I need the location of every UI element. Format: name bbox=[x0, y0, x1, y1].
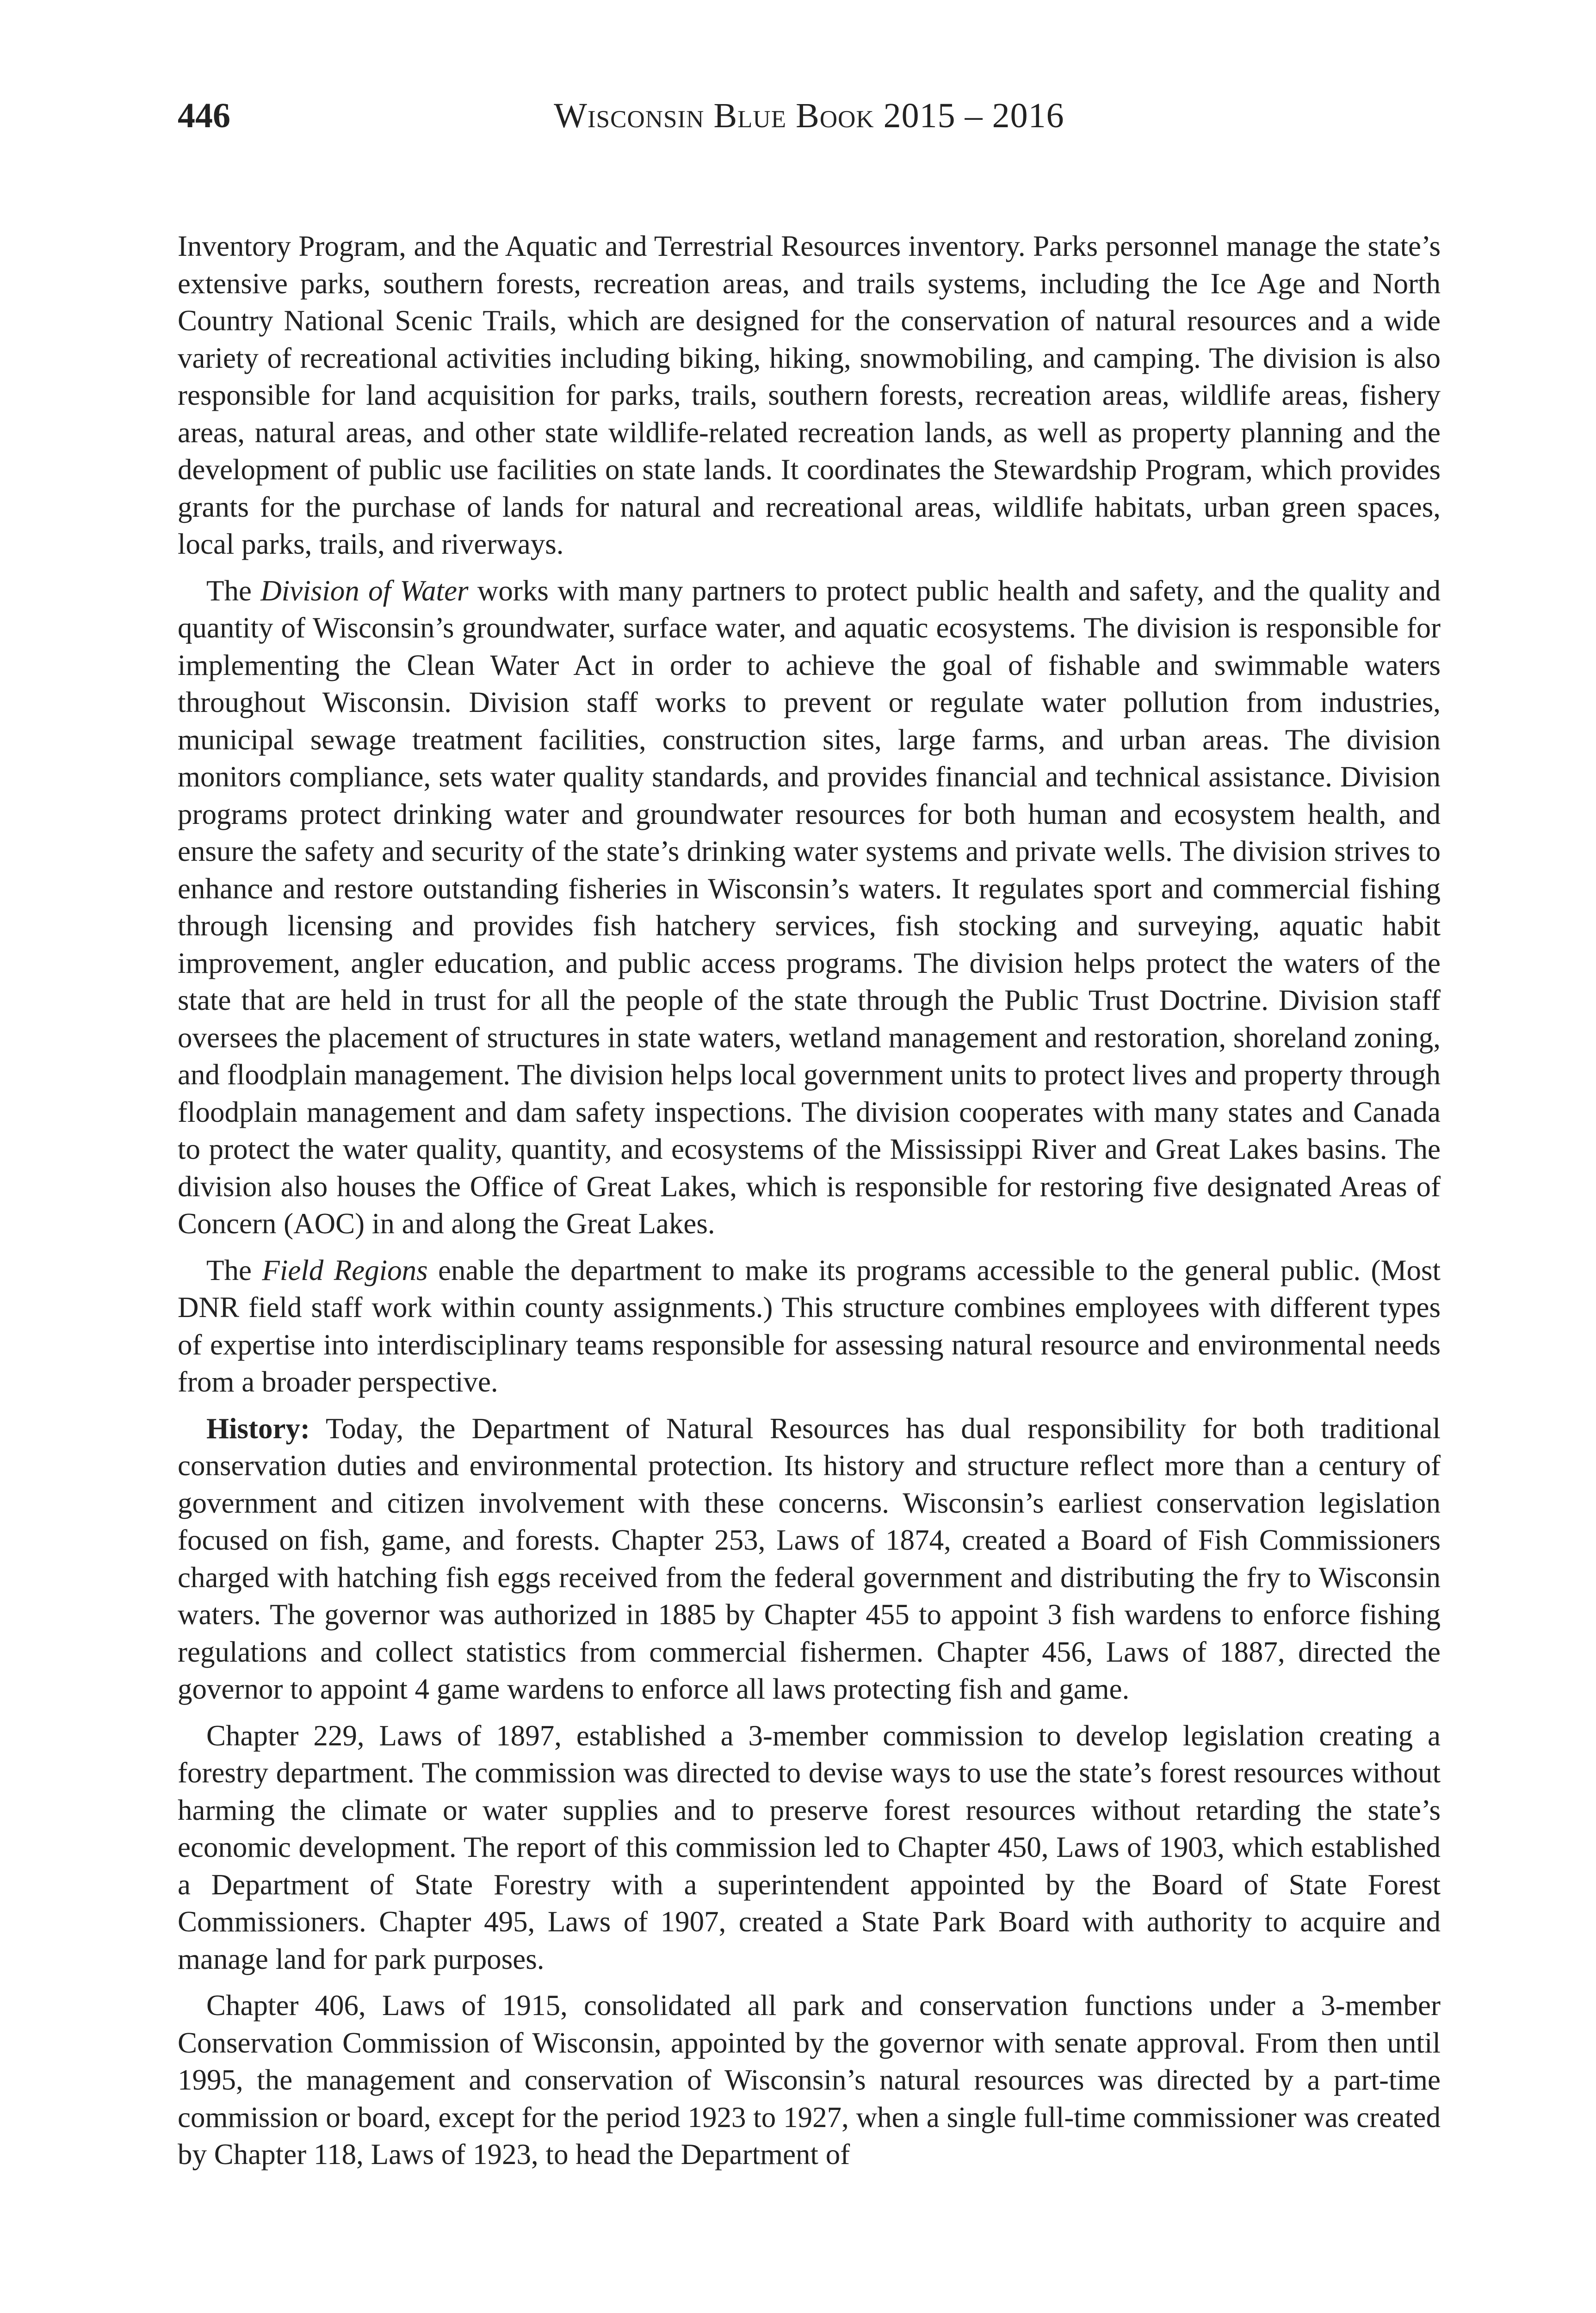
paragraph-history bbox=[178, 1410, 1441, 1708]
division-name: Division of Water bbox=[260, 574, 469, 607]
page-number: 446 bbox=[178, 96, 230, 135]
paragraph-text: enable the department to make its programs accessible to the general public. (Most DNR field staff work within county assignments.) This structure combines employees with different types of expertise into interdisciplinary teams responsible for assessing natural resource and environmental needs from a broader perspective. bbox=[178, 1254, 1441, 1398]
running-head bbox=[178, 93, 1441, 148]
paragraph-division-of-water bbox=[178, 572, 1441, 1243]
paragraph-text: works with many partners to protect public health and safety, and the quality and quantity of Wisconsin’s groundwater, surface water, and aquatic ecosystems. The division is responsible for implementing the Clean Water Act in order to achieve the goal of fishable and swimmable waters throughout Wisconsin. Division staff works to prevent or regulate water pollution from industries, municipal sewage treatment facilities, construction sites, large farms, and urban areas. The division monitors compliance, sets water quality standards, and provides financial and technical assistance. Division programs protect drinking water and groundwater resources for both human and ecosystem health, and ensure the safety and security of the state’s drinking water systems and private wells. The division strives to enhance and restore outstanding fisheries in Wisconsin’s waters. It regulates sport and commercial fishing through licensing and provides fish hatchery services, fish stocking and surveying, aquatic habit improvement, angler education, and public access programs. The division helps protect the waters of the state that are held in trust for all the people of the state through the Public Trust Doctrine. Division staff oversees the placement of structures in state waters, wetland management and restoration, shoreland zoning, and floodplain management. The division helps local government units to protect lives and property through floodplain management and dam safety inspections. The division cooperates with many states and Canada to protect the water quality, quantity, and ecosystems of the Mississippi River and Great Lakes basins. The division also houses the Office of Great Lakes, which is responsible for restoring five designated Areas of Concern (AOC) in and along the Great Lakes. bbox=[178, 574, 1441, 1240]
body-text bbox=[178, 228, 1441, 2183]
paragraph-text: Chapter 229, Laws of 1897, established a 3-member commission to develop legislation creating a forestry department. The commission was directed to devise ways to use the state’s forest resources without harming the climate or water supplies and to preserve forest resources without retarding the state’s economic development. The report of this commission led to Chapter 450, Laws of 1903, which established a Department of State Forestry with a superintendent appointed by the Board of State Forest Commissioners. Chapter 495, Laws of 1907, created a State Park Board with authority to acquire and manage land for park purposes. bbox=[178, 1719, 1441, 1975]
paragraph-field-regions bbox=[178, 1252, 1441, 1401]
paragraph-lead: The bbox=[206, 1254, 262, 1286]
book-title: Wisconsin Blue Book 2015 – 2016 bbox=[554, 96, 1064, 135]
paragraph-text: Inventory Program, and the Aquatic and Terrestrial Resources inventory. Parks personnel manage the state’s extensive parks, southern forests, recreation areas, and trails systems, including the Ice Age and North Country National Scenic Trails, which are designed for the conservation of natural resources and a wide variety of recreational activities including biking, hiking, snowmobiling, and camping. The division is also responsible for land acquisition for parks, trails, southern forests, recreation areas, wildlife areas, fishery areas, natural areas, and other state wildlife-related recreation lands, as well as property planning and the development of public use facilities on state lands. It coordinates the Stewardship Program, which provides grants for the purchase of lands for natural and recreational areas, wildlife habitats, urban green spaces, local parks, trails, and riverways. bbox=[178, 230, 1441, 560]
paragraph-parks-continued bbox=[178, 228, 1441, 563]
paragraph-conservation-commission bbox=[178, 1987, 1441, 2173]
division-name: Field Regions bbox=[262, 1254, 428, 1286]
paragraph-lead: The bbox=[206, 574, 261, 607]
paragraph-text: Today, the Department of Natural Resources has dual responsibility for both traditional conservation duties and environmental protection. Its history and structure reflect more than a century of government and citizen involvement with these concerns. Wisconsin’s earliest conservation legislation focused on fish, game, and forests. Chapter 253, Laws of 1874, created a Board of Fish Commissioners charged with hatching fish eggs received from the federal government and distributing the fry to Wisconsin waters. The governor was authorized in 1885 by Chapter 455 to appoint 3 fish wardens to enforce fishing regulations and collect statistics from commercial fishermen. Chapter 456, Laws of 1887, directed the governor to appoint 4 game wardens to enforce all laws protecting fish and game. bbox=[178, 1412, 1441, 1705]
paragraph-text: Chapter 406, Laws of 1915, consolidated all park and conservation functions under a 3-member Conservation Commission of Wisconsin, appointed by the governor with senate approval. From then until 1995, the management and conservation of Wisconsin’s natural resources was directed by a part-time commission or board, except for the period 1923 to 1927, when a single full-time commissioner was created by Chapter 118, Laws of 1923, to head the Department of bbox=[178, 1989, 1441, 2171]
paragraph-forestry-history bbox=[178, 1717, 1441, 1978]
section-heading: History: bbox=[206, 1412, 310, 1445]
